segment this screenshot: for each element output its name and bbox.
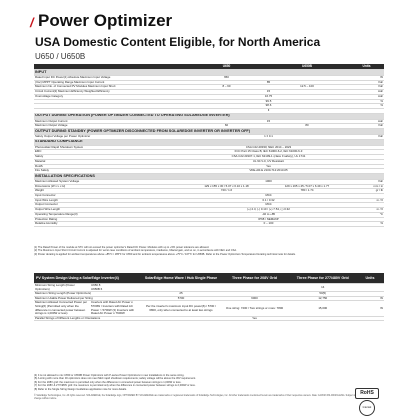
row-value: 8 – 60 (188, 85, 265, 90)
row-unit: Vdc (349, 80, 384, 85)
row-label: Photovoltaic Rapid Shutdown System (34, 145, 188, 150)
row-value: IP68 / NEMA6P (188, 217, 349, 222)
row-label: Output Wire Length (34, 208, 188, 213)
row-value: -40 to +85 (188, 212, 349, 217)
table-row (34, 284, 384, 292)
page-title: Power Optimizer (38, 11, 173, 30)
row-label: Weight (34, 189, 188, 194)
rohs-badge (355, 388, 379, 399)
footnote: (5) A string with more than 30 optimizers does not meet NEC rapid shutdown requirements; safety voltage will be above the 30V requirement. (34, 377, 196, 381)
sub-value: U650 8 (91, 283, 101, 287)
row-unit: m / ft (349, 198, 384, 203)
footnote: (3) Power derating is applied for ambient temperatures above +85°C / 185°F for U650 and for ambient temperatures above +75°C / 167°F for U650B. Refer to the Power Optimizers Temperature Derating technical note for details. (34, 252, 296, 256)
footnote: (1) The Rated Power of the module at STC will not exceed the power optimizer's Rated DC Power. Modules with up to +5% power tolerance are allowed. (34, 246, 210, 249)
col-header: Three Phase for 208V Grid (220, 273, 290, 284)
section-heading: OUTPUT DURING STANDBY (POWER OPTIMIZER DISCONNECTED FROM SOLAREDGE INVERTER OR INVERTER OFF) (34, 129, 384, 135)
spec-table (34, 64, 384, 227)
footer-copyright: © SolarEdge Technologies, Inc. All rights reserved. SOLAREDGE, the SolarEdge logo, OPTIMIZED BY SOLAREDGE are trademarks or registered trademarks of SolarEdge Technologies, Inc. All other trademarks mentioned herein are trademarks of their respective owners. Date: 12/2023 DS-000231-ENG. Subject to change without notice. (34, 395, 356, 400)
row-value (143, 284, 220, 292)
col-header: PV System Design Using a SolarEdge Inverter(4) (34, 273, 143, 284)
row-value: 98.6 (188, 104, 349, 109)
row-value: UL 94 V-0, UV Resistant (188, 159, 349, 164)
row-label: Dimensions (W x L x H) (34, 184, 188, 189)
row-unit: Adc (349, 94, 384, 99)
row-value: CSA C22.2#107.1, IEC 62109-1 (class II safety), UL 1741 (188, 155, 349, 160)
row-label: Input Connector (34, 194, 188, 199)
row-label: Safety (34, 155, 188, 160)
row-value: 12.5 – 100 (265, 85, 349, 90)
row-value: 80 (265, 124, 349, 129)
row-unit: W (356, 301, 384, 316)
col-header: Three Phase for 277/480V Grid (290, 273, 357, 284)
footnote: (2) The Maximum Input Short Circuit Current is adjusted for worst case conditions of ambient temperature, irradiance, bifacial gain, and so on, in accordance with NEC and CSA. (34, 249, 237, 253)
sub-value: U650B 6 (91, 286, 103, 291)
row-value: 60 (188, 124, 265, 129)
row-label: Rated Input DC Power(1) Absolute Maximum Input Voltage (34, 76, 188, 81)
table-row (34, 316, 384, 321)
row-value: VDE-AR-E 2100-712:2013-05 (188, 169, 349, 174)
row-label: Maximum Allowed Connected Power per String(6) (Permitted only when the difference in connected power between strings is 1,000W or less) (34, 301, 90, 316)
row-value: 15,000 (290, 301, 357, 316)
row-value: 15 (188, 119, 349, 124)
row-value: FCC Part 15 Class B, IEC 61000-6-2, IEC 61000-6-3 (188, 150, 349, 155)
table-row (34, 301, 384, 316)
row-label: Operating Temperature Range(3) (34, 212, 188, 217)
row-value: 99.5 (188, 99, 349, 104)
row-value: 129 x 155 x 30 / 5.07 x 6.10 x 1.18 (188, 184, 265, 189)
row-label: Circuit Current(2) Maximum Efficiency Weighted Efficiency (34, 90, 188, 95)
row-unit: % (349, 222, 384, 227)
row-label: Input Wire Length (34, 198, 188, 203)
col-header: U650B (265, 64, 349, 70)
row-label: Relative Humidity (34, 222, 188, 227)
row-value: 50(5) (290, 292, 357, 297)
row-value: 6000 (220, 296, 290, 301)
row-sub (90, 284, 143, 292)
section-heading: STANDARD COMPLIANCE (34, 139, 384, 145)
row-value: 12,750 (290, 296, 357, 301)
row-label: Minimum String Length (Power Optimizers) (34, 284, 90, 292)
row-value: (+) 2.3, (-) 0.10 / (+) 7.54, (-) 0.32 (188, 208, 349, 213)
row-value: Yes (188, 164, 349, 169)
row-value: 85 (188, 80, 349, 85)
row-value: One string: 7200 / Two strings or more: 7800 (220, 301, 290, 316)
row-label: Maximum No. of Connected PV Modules Maximum Input Short (34, 85, 188, 90)
row-value: CSA C22.2#330; NEC 2014 – 2023 (188, 145, 349, 150)
row-sub: Inverters with Rated AC Power ≤ 5700W / Inverters with Rated AC Power > 5700W (3) Inverters with Rated AC Power ≥ 7600W (90, 301, 143, 316)
row-unit: Adc (349, 90, 384, 95)
row-value: 1 ± 0.1 (188, 135, 349, 140)
system-table-header (34, 273, 384, 284)
row-label: RoHS (34, 164, 188, 169)
row-unit: % (349, 104, 384, 109)
section-heading: INPUT (34, 70, 384, 76)
table-row (34, 222, 384, 227)
row-unit (356, 284, 384, 292)
row-label: Safety Output Voltage per Power Optimizer (34, 135, 188, 140)
row-label: Fire Safety (34, 169, 188, 174)
row-unit (356, 316, 384, 321)
row-value: 129 x 165 x 45 / 5.07 x 6.49 x 1.77 (265, 184, 349, 189)
intertek-badge (359, 400, 375, 416)
row-unit: Vdc (349, 179, 384, 184)
row-value: II (188, 108, 349, 113)
row-value: 25 (143, 292, 220, 297)
row-value: Per the inverter's maximum input DC power(6) / 5700 / 6800, only when connected to at least two strings (143, 301, 220, 316)
row-value: 720 / 1.6 (188, 189, 265, 194)
row-value: 5700 (143, 296, 220, 301)
footnotes-spec (34, 246, 384, 256)
row-label: (Voc) MPPT Operating Range Maximum Input Current (34, 80, 188, 85)
footnote: (6) For the 208V grid: the maximum is permitted only when the difference in connected power between strings is 1,000W or less. (34, 380, 182, 384)
row-unit: m / ft (349, 208, 384, 213)
row-value: 15 (188, 90, 349, 95)
row-label: EMC (34, 150, 188, 155)
row-unit: Vdc (349, 85, 384, 90)
row-label: Maximum Output Voltage (34, 124, 188, 129)
col-header: Units (349, 64, 384, 70)
row-value (143, 316, 220, 321)
row-label: Parallel Strings of Different Lengths or Orientations (34, 316, 143, 321)
model-names: U650 / U650B (35, 52, 86, 61)
section-heading: OUTPUT DURING OPERATION (POWER OPTIMIZER CONNECTED TO OPERATING SOLAREDGE INVERTER) (34, 113, 384, 119)
row-value: 780 / 1.74 (265, 189, 349, 194)
col-header: SolarEdge Home Wave / Hub Single Phase (143, 273, 220, 284)
footnote: (8) Refer to the Single String Design Guidelines application note for more details. (34, 387, 127, 391)
footnote: (7) For the 208V & 277/480V grid: the maximum is permitted only when the difference in connected power between strings is 2,000W or less. (34, 384, 196, 388)
row-value: 16.75 (188, 94, 349, 99)
row-value: MC4 (188, 203, 349, 208)
row-unit: °C (349, 212, 384, 217)
row-label: Protection Rating (34, 217, 188, 222)
footnote: (4) It is not allowed to mix U650 or U650B Power Optimizers with P-series Power Optimizers in new installations in the same string. (34, 374, 185, 377)
row-label: Maximum Allowed System Voltage (34, 179, 188, 184)
row-label: Maximum Usable Power Delivered per String (34, 296, 143, 301)
row-unit: gr / lb (349, 189, 384, 194)
row-unit: mm / in (349, 184, 384, 189)
row-value: 650 (188, 76, 265, 81)
row-unit: Vdc (349, 124, 384, 129)
row-label: Material (34, 159, 188, 164)
row-label: Maximum String Length (Power Optimizers) (34, 292, 143, 297)
row-unit: Adc (349, 119, 384, 124)
row-label: Output Connector (34, 203, 188, 208)
row-value: Yes (220, 316, 290, 321)
row-label: Overvoltage Category (34, 94, 188, 99)
col-header: Units (356, 273, 384, 284)
row-value: 0 – 100 (188, 222, 349, 227)
row-value: 1000 (188, 179, 349, 184)
footnotes-system (34, 374, 384, 391)
row-value: 0.1 / 0.32 (188, 198, 349, 203)
row-value (290, 316, 357, 321)
section-heading: INSTALLATION SPECIFICATIONS (34, 173, 384, 179)
row-label: Maximum Output Current (34, 119, 188, 124)
row-unit: % (349, 99, 384, 104)
row-unit: Vdc (349, 135, 384, 140)
page-subtitle: USA Domestic Content Eligible, for North America (35, 35, 321, 49)
row-value: 14 (290, 284, 357, 292)
rohs-label: RoHS (360, 390, 374, 396)
row-value: MC4 (188, 194, 349, 199)
system-design-table (34, 273, 384, 321)
intertek-label: Intertek (362, 406, 372, 409)
row-unit: W (349, 76, 384, 81)
accent-slash: / (30, 15, 34, 30)
row-value (220, 284, 290, 292)
row-unit: W (356, 296, 384, 301)
col-header: U650 (188, 64, 265, 70)
